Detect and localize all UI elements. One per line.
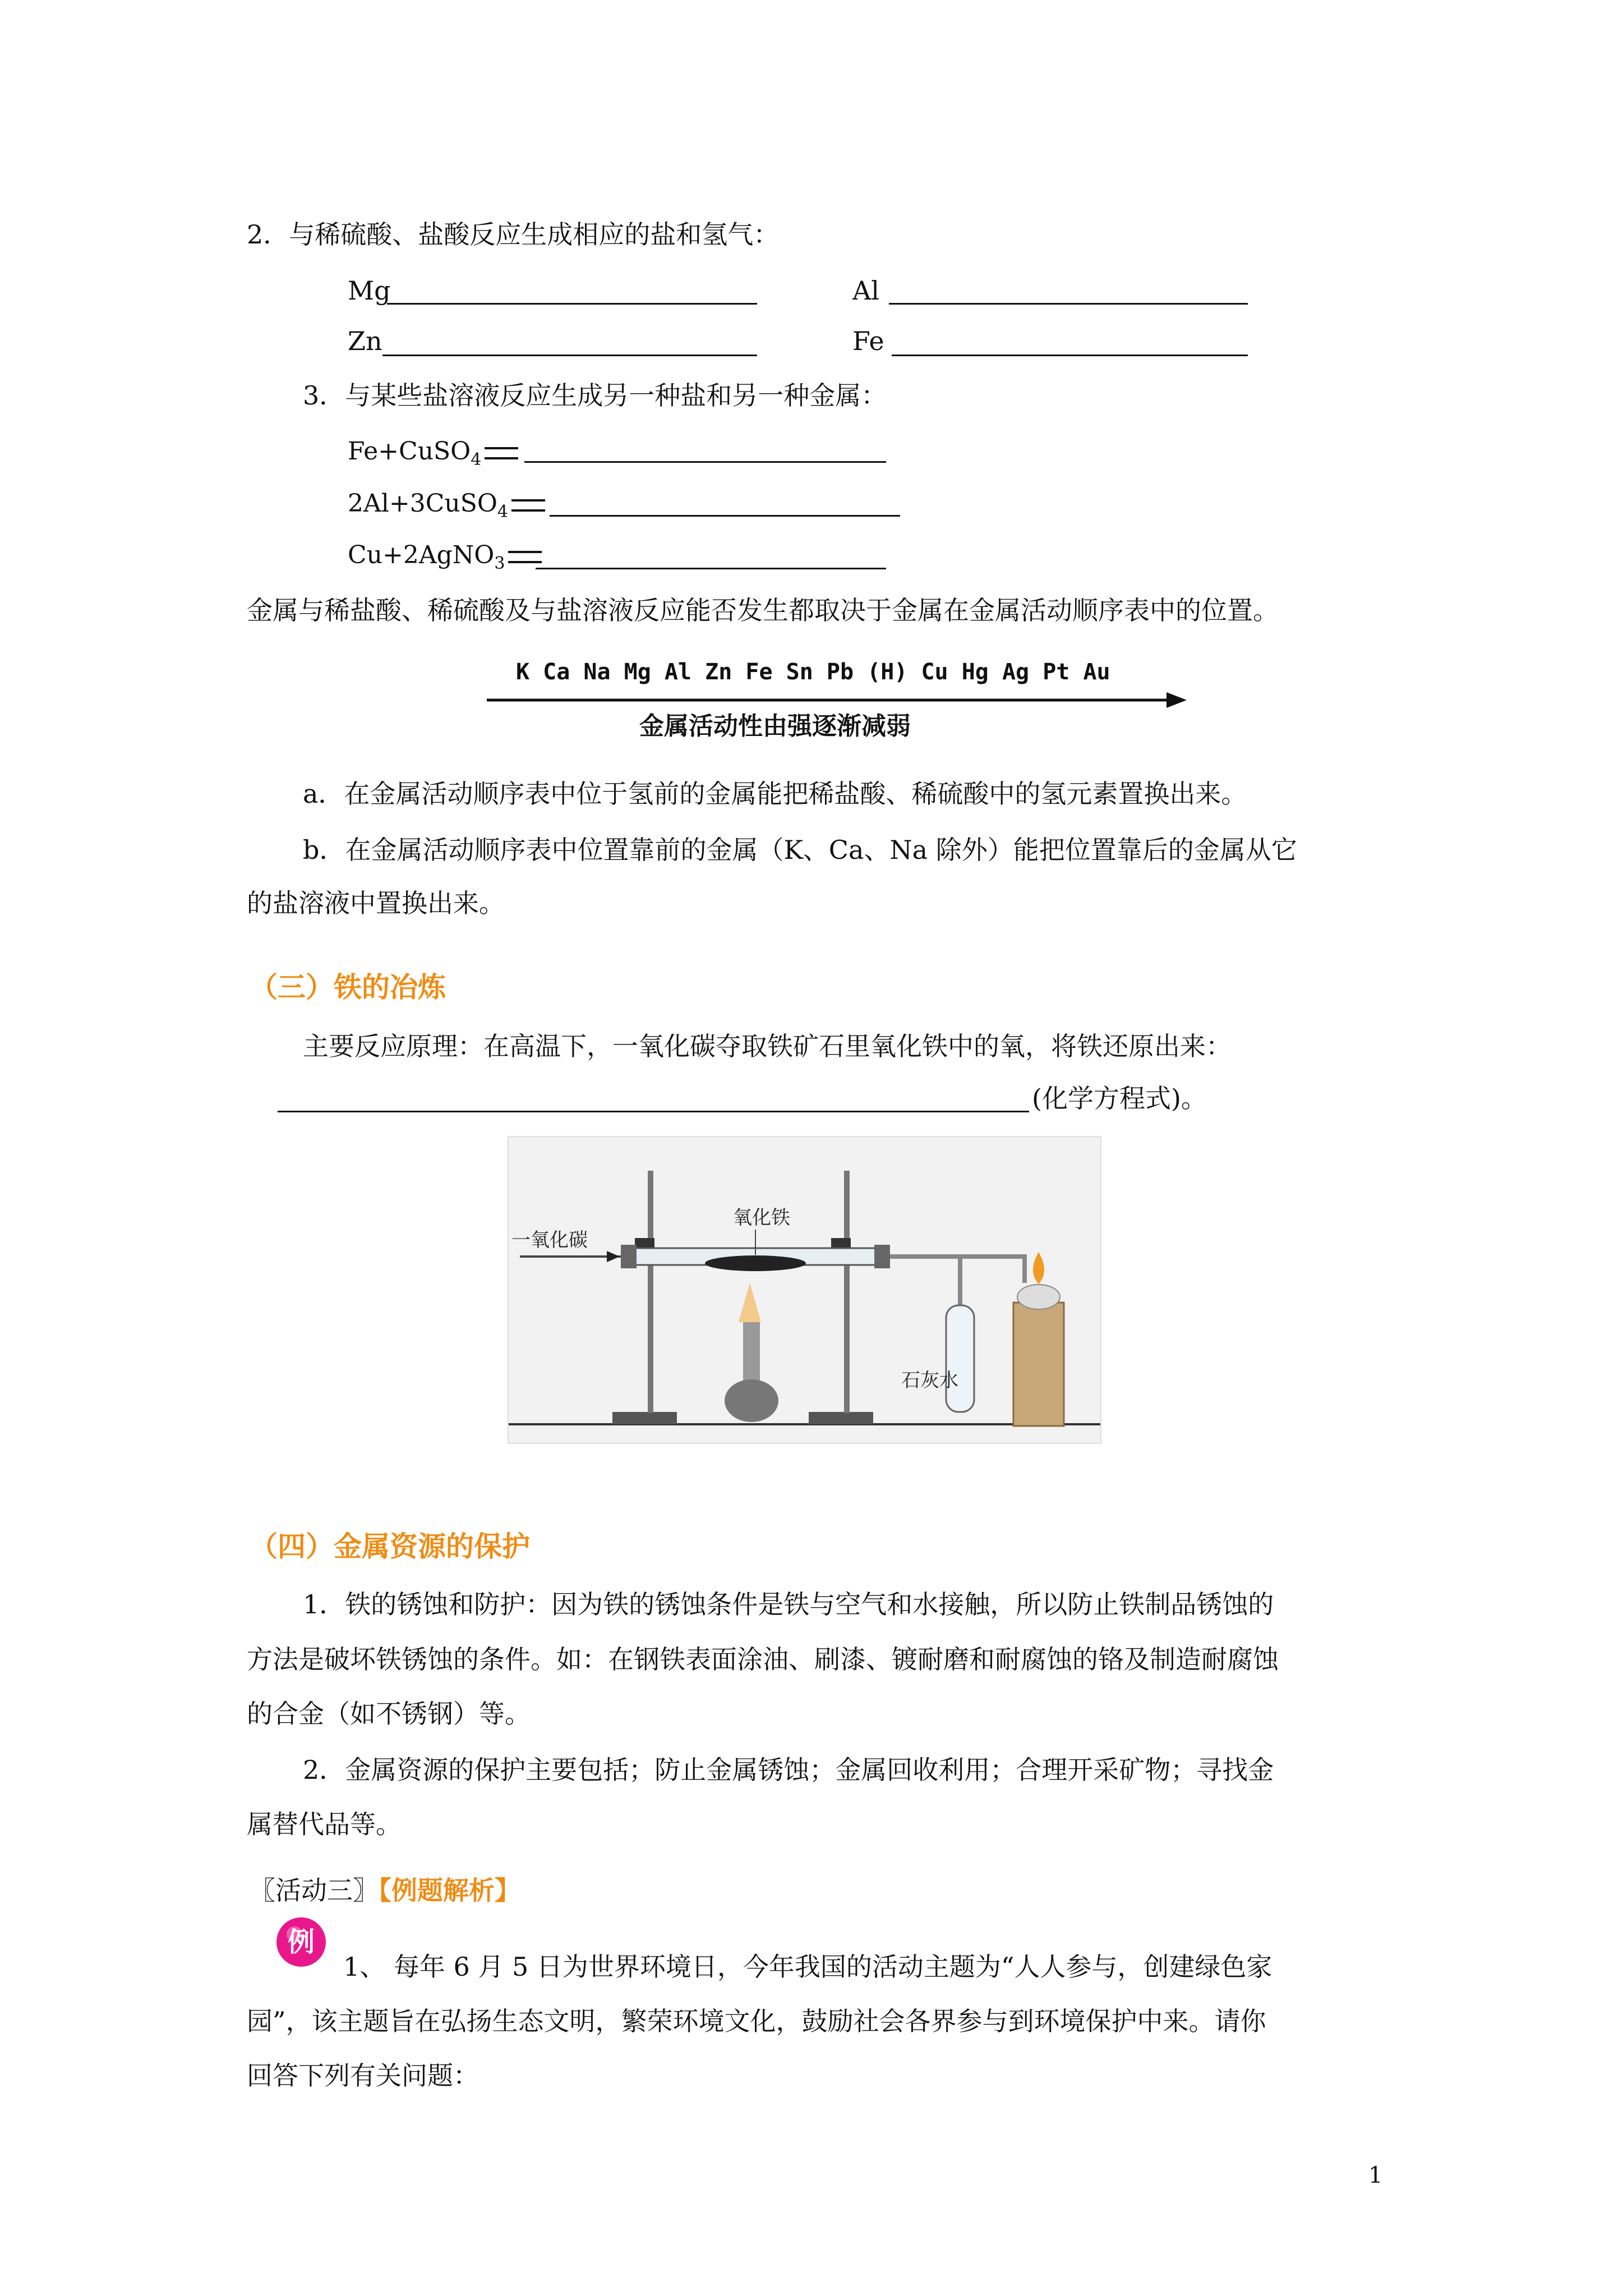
- protection-p2-line2: 属替代品等。: [247, 1809, 402, 1839]
- fe-blank[interactable]: [892, 355, 1248, 356]
- al-label: Al: [852, 275, 879, 306]
- mg-label: Mg: [348, 275, 391, 306]
- equation-2: 2Al+3CuSO$_4$: [348, 487, 545, 529]
- section2-title: 2．与稀硫酸、盐酸反应生成相应的盐和氢气：: [247, 219, 780, 250]
- protection-p1-line3: 的合金（如不锈钢）等。: [247, 1699, 531, 1729]
- mg-blank[interactable]: [387, 303, 757, 305]
- question1-line3: 回答下列有关问题：: [247, 2060, 479, 2091]
- rule-b-line2: 的盐溶液中置换出来。: [247, 888, 505, 918]
- rule-a: a．在金属活动顺序表中位于氢前的金属能把稀盐酸、稀硫酸中的氢元素置换出来。: [303, 779, 1247, 809]
- al-blank[interactable]: [889, 303, 1248, 305]
- equation-3-blank[interactable]: [536, 568, 886, 569]
- example-badge-icon: [273, 1914, 329, 1970]
- protection-p1-line2: 方法是破坏铁锈蚀的条件。如：在钢铁表面涂油、刷漆、镀耐磨和耐腐蚀的铬及制造耐腐蚀: [247, 1644, 1279, 1674]
- fe-label: Fe: [852, 326, 884, 356]
- protection-heading: （四）金属资源的保护: [250, 1530, 530, 1563]
- co-label: 一氧化碳: [511, 1229, 588, 1251]
- activity-series-metals: K Ca Na Mg Al Zn Fe Sn Pb (H) Cu Hg Ag Pt Au: [516, 659, 1110, 685]
- rule-b-line1: b．在金属活动顺序表中位置靠前的金属（K、Ca、Na 除外）能把位置靠后的金属从它: [303, 835, 1297, 865]
- svg-text:例: 例: [287, 1926, 315, 1958]
- equation-1: Fe+CuSO$_4$: [348, 435, 518, 477]
- zn-blank[interactable]: [382, 355, 757, 356]
- equation-3: Cu+2AgNO$_3$: [348, 539, 542, 581]
- page-number: 1: [1368, 2162, 1383, 2188]
- iron-smelting-principle: 主要反应原理：在高温下，一氧化碳夺取铁矿石里氧化铁中的氧，将铁还原出来：: [303, 1031, 1232, 1061]
- iron-smelting-apparatus: [508, 1136, 1101, 1444]
- zn-label: Zn: [348, 326, 382, 356]
- section3-title: 3．与某些盐溶液反应生成另一种盐和另一种金属：: [303, 380, 887, 411]
- fe2o3-label: 氧化铁: [733, 1207, 790, 1229]
- equation-2-blank[interactable]: [550, 515, 900, 517]
- activity-note: 金属与稀盐酸、稀硫酸及与盐溶液反应能否发生都取决于金属在金属活动顺序表中的位置。: [247, 595, 1279, 625]
- chemical-equation-blank[interactable]: [278, 1111, 1029, 1112]
- question1-line2: 园”，该主题旨在弘扬生态文明，繁荣环境文化，鼓励社会各界参与到环境保护中来。请你: [247, 2006, 1266, 2036]
- equation-1-blank[interactable]: [524, 461, 886, 463]
- activity-series-caption: 金属活动性由强逐渐减弱: [639, 712, 911, 740]
- iron-smelting-heading: （三）铁的冶炼: [250, 971, 446, 1004]
- protection-p1-line1: 1．铁的锈蚀和防护：因为铁的锈蚀条件是铁与空气和水接触，所以防止铁制品锈蚀的: [303, 1589, 1274, 1619]
- limewater-label: 石灰水: [901, 1369, 958, 1392]
- chemical-equation-suffix: (化学方程式)。: [1032, 1083, 1207, 1114]
- question1-line1: 1、 每年 6 月 5 日为世界环境日，今年我国的活动主题为“人人参与，创建绿色家: [343, 1952, 1272, 1982]
- activity3-title: 〖活动三〗【例题解析】: [250, 1875, 520, 1906]
- protection-p2-line1: 2．金属资源的保护主要包括；防止金属锈蚀；金属回收利用；合理开采矿物；寻找金: [303, 1755, 1274, 1785]
